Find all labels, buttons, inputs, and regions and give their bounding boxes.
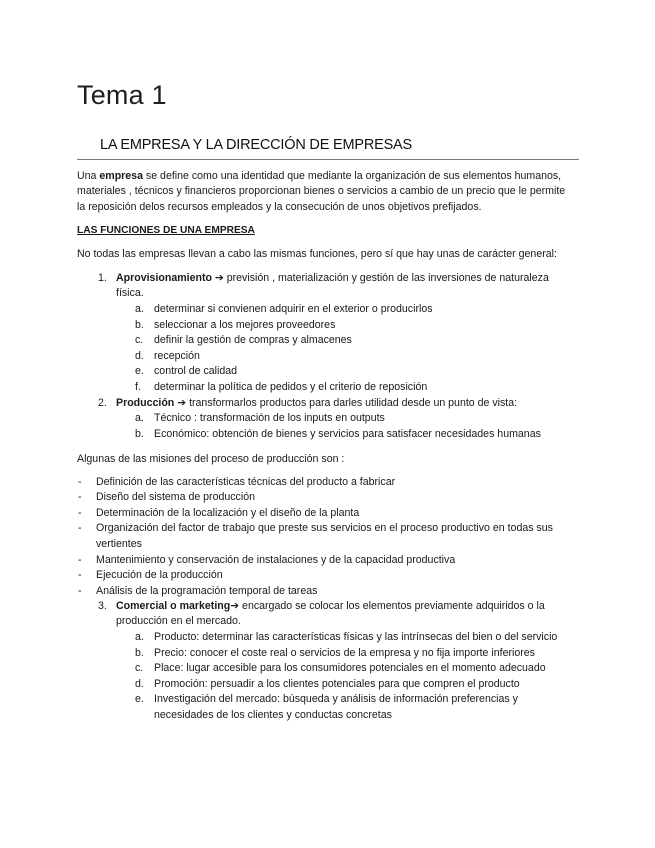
list-letter: a.: [135, 303, 144, 315]
mission-item: Mantenimiento y conservación de instalaciones y de la capacidad productiva: [96, 554, 456, 566]
section-heading: LA EMPRESA Y LA DIRECCIÓN DE EMPRESAS: [100, 137, 412, 153]
page-title: Tema 1: [77, 80, 167, 110]
function-2-number: 2.: [98, 397, 107, 409]
function-1-desc: previsión , materialización y gestión de las inversiones de naturaleza: [223, 272, 549, 284]
functions-intro: No todas las empresas llevan a cabo las mismas funciones, pero sí que hay unas de carácter general:: [77, 248, 557, 260]
list-dash: -: [78, 491, 82, 503]
list-item: Investigación del mercado: búsqueda y análisis de información preferencias y: [154, 693, 518, 705]
list-letter: b.: [135, 647, 144, 659]
list-letter: d.: [135, 350, 144, 362]
mission-item: Análisis de la programación temporal de tareas: [96, 585, 318, 597]
list-item: seleccionar a los mejores proveedores: [154, 319, 336, 331]
intro-line-3: la reposición delos recursos empleados y la consecución de unos objetivos prefijados.: [77, 201, 482, 213]
function-1-line-1: [116, 271, 549, 287]
function-1-line-2: física.: [116, 287, 144, 299]
list-letter: e.: [135, 365, 144, 377]
mission-item-continued: vertientes: [96, 538, 142, 550]
mission-item: Organización del factor de trabajo que preste sus servicios en el proceso productivo en todas sus: [96, 522, 553, 534]
function-3-number: 3.: [98, 600, 107, 612]
list-letter: c.: [135, 334, 144, 346]
list-item-continued: necesidades de los clientes y conductas concretas: [154, 709, 392, 721]
list-item: control de calidad: [154, 365, 238, 377]
list-dash: -: [78, 585, 82, 597]
intro-pre: Una: [77, 170, 100, 182]
arrow-right-icon: ➔: [177, 397, 187, 409]
mission-item: Definición de las características técnicas del producto a fabricar: [96, 476, 396, 488]
function-3-line-2: producción en el mercado.: [116, 615, 241, 627]
function-1-number: 1.: [98, 272, 107, 284]
list-dash: -: [78, 476, 82, 488]
intro-bold-term: empresa: [99, 170, 143, 182]
list-letter: b.: [135, 319, 144, 331]
list-letter: b.: [135, 428, 144, 440]
list-item: Técnico : transformación de los inputs en outputs: [154, 412, 385, 424]
mission-item: Diseño del sistema de producción: [96, 491, 255, 503]
list-item: Precio: conocer el coste real o servicios de la empresa y no fija importe inferiores: [154, 647, 535, 659]
list-dash: -: [78, 569, 82, 581]
list-letter: e.: [135, 693, 144, 705]
list-letter: f.: [135, 381, 141, 393]
list-letter: c.: [135, 662, 144, 674]
list-item: Producto: determinar las características físicas y las intrínsecas del bien o del servicio: [154, 631, 558, 643]
list-item: recepción: [154, 350, 200, 362]
function-3-name: Comercial o marketing: [116, 600, 231, 612]
function-3-line-1: [116, 599, 545, 615]
function-2-line-1: [116, 396, 517, 412]
list-letter: a.: [135, 412, 144, 424]
arrow-right-icon: ➔: [214, 272, 224, 284]
functions-section-title: LAS FUNCIONES DE UNA EMPRESA: [77, 225, 255, 236]
arrow-right-icon: ➔: [230, 600, 240, 612]
function-1-name: Aprovisionamiento: [116, 272, 212, 284]
heading-divider: [77, 159, 579, 160]
list-dash: -: [78, 507, 82, 519]
list-dash: -: [78, 554, 82, 566]
list-item: Place: lugar accesible para los consumidores potenciales en el momento adecuado: [154, 662, 546, 674]
list-item: determinar si convienen adquirir en el exterior o producirlos: [154, 303, 433, 315]
function-2-name: Producción: [116, 397, 175, 409]
list-item: definir la gestión de compras y almacenes: [154, 334, 352, 346]
list-dash: -: [78, 522, 82, 534]
list-item: determinar la política de pedidos y el criterio de reposición: [154, 381, 428, 393]
missions-intro: Algunas de las misiones del proceso de producción son :: [77, 453, 345, 465]
list-item: Promoción: persuadir a los clientes potenciales para que compren el producto: [154, 678, 520, 690]
list-letter: a.: [135, 631, 144, 643]
list-item: Económico: obtención de bienes y servicios para satisfacer necesidades humanas: [154, 428, 541, 440]
mission-item: Ejecución de la producción: [96, 569, 223, 581]
mission-item: Determinación de la localización y el diseño de la planta: [96, 507, 360, 519]
list-letter: d.: [135, 678, 144, 690]
intro-line-2: materiales , técnicos y financieros proporcionan bienes o servicios a cambio de un precio que le permite: [77, 185, 566, 197]
intro-line-1: [77, 169, 561, 185]
intro-line-1-rest: se define como una identidad que mediante la organización de sus elementos humanos,: [142, 170, 562, 182]
function-3-desc: encargado se colocar los elementos previamente adquiridos o la: [239, 600, 545, 612]
function-2-desc: transformarlos productos para darles utilidad desde un punto de vista:: [186, 397, 518, 409]
